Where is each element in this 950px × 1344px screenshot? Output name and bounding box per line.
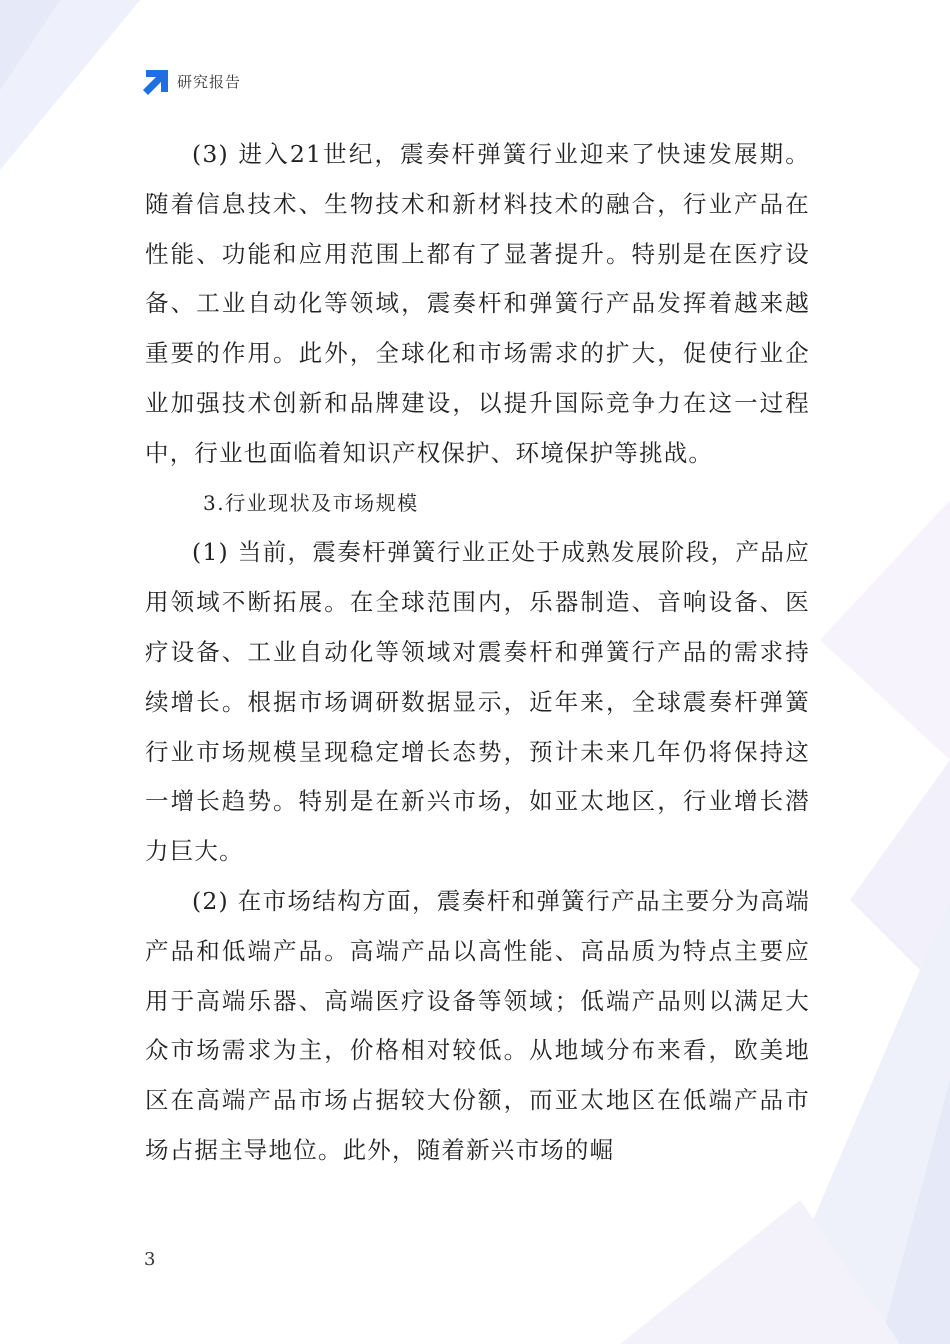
page-number: 3 [144,1249,156,1270]
paragraph-history-3: (3) 进入21世纪，震奏杆弹簧行业迎来了快速发展期。随着信息技术、生物技术和新材料技术的融合，行业产品在性能、功能和应用范围上都有了显著提升。特别是在医疗设备、工业自动化等领域，震奏杆和弹簧行产品发挥着越来越重要的作用。此外，全球化和市场需求的扩大，促使行业企业加强技术创新和品牌建设，以提升国际竞争力在这一过程中，行业也面临着知识产权保护、环境保护等挑战。 [145,140,810,467]
section-heading: 3.行业现状及市场规模 [203,490,419,515]
arrow-up-right-icon [143,69,169,95]
paragraph-status-2: (2) 在市场结构方面，震奏杆和弹簧行产品主要分为高端产品和低端产品。高端产品以高性能、高品质为特点主要应用于高端乐器、高端医疗设备等领域；低端产品则以满足大众市场需求为主，价格相对较低。从地域分布来看，欧美地区在高端产品市场占据较大份额，而亚太地区在低端产品市场占据主导地位。此外，随着新兴市场的崛 [145,886,810,1164]
report-header [143,68,241,96]
document-body [145,130,810,1176]
header-title: 研究报告 [177,73,242,91]
paragraph-status-1: (1) 当前，震奏杆弹簧行业正处于成熟发展阶段，产品应用领域不断拓展。在全球范围内，乐器制造、音响设备、医疗设备、工业自动化等领域对震奏杆和弹簧行产品的需求持续增长。根据市场调研数据显示，近年来，全球震奏杆弹簧行业市场规模呈现稳定增长态势，预计未来几年仍将保持这一增长趋势。特别是在新兴市场，如亚太地区，行业增长潜力巨大。 [145,538,810,866]
